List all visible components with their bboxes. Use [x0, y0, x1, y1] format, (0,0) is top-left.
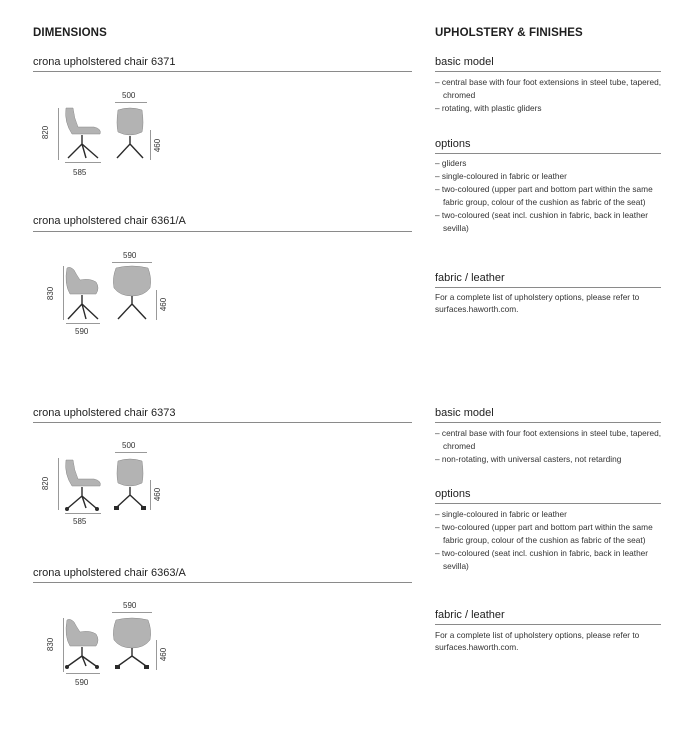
seat-height-dimension-line	[156, 640, 157, 670]
list-item: – central base with four foot extensions in steel tube, tapered, chromed	[435, 428, 661, 451]
fabric-text: For a complete list of upholstery options, please refer to surfaces.haworth.com.	[435, 292, 640, 314]
height-label: 820	[41, 476, 51, 491]
list-item: – single-coloured in fabric or leather	[435, 171, 567, 181]
depth-label: 585	[73, 517, 87, 526]
depth-label: 585	[73, 168, 87, 177]
divider	[435, 71, 661, 72]
width-dimension-line	[112, 612, 152, 613]
list-item: – two-coloured (seat incl. cushion in fabric, back in leather sevilla)	[435, 548, 649, 571]
width-dimension-line	[115, 102, 147, 103]
chair-front-view	[110, 616, 156, 676]
chair-front-view	[110, 264, 156, 324]
width-dimension-line	[115, 452, 147, 453]
depth-dimension-line	[65, 162, 101, 163]
chair-side-view	[64, 264, 114, 324]
fabric-title: fabric / leather	[435, 609, 505, 621]
width-label: 500	[122, 441, 136, 450]
height-label: 820	[41, 125, 51, 140]
depth-dimension-line	[66, 323, 100, 324]
list-item: – single-coloured in fabric or leather	[435, 509, 567, 519]
model-title: crona upholstered chair 6373	[33, 407, 176, 419]
basic-model-list	[435, 76, 663, 115]
width-dimension-line	[112, 262, 152, 263]
model-title: crona upholstered chair 6363/A	[33, 567, 186, 579]
depth-dimension-line	[65, 513, 101, 514]
basic-model-list	[435, 427, 663, 466]
options-title: options	[435, 138, 471, 150]
list-item: – central base with four foot extensions in steel tube, tapered, chromed	[435, 77, 661, 100]
seat-height-label: 460	[153, 487, 163, 502]
seat-height-dimension-line	[156, 290, 157, 320]
divider	[435, 153, 661, 154]
list-item: – non-rotating, with universal casters, not retarding	[435, 454, 622, 464]
divider	[33, 582, 412, 583]
height-dimension-line	[58, 458, 59, 510]
width-label: 500	[122, 91, 136, 100]
seat-height-dimension-line	[150, 130, 151, 160]
options-list	[435, 157, 661, 235]
divider	[33, 231, 412, 232]
list-item: – two-coloured (upper part and bottom part within the same fabric group, colour of the cushion as fabric of the seat)	[435, 184, 653, 207]
list-item: – two-coloured (upper part and bottom part within the same fabric group, colour of the cushion as fabric of the seat)	[435, 522, 653, 545]
chair-front-view	[112, 104, 152, 164]
options-title: options	[435, 488, 471, 500]
list-item: – gliders	[435, 158, 467, 168]
divider	[435, 503, 661, 504]
model-title: crona upholstered chair 6361/A	[33, 215, 186, 227]
list-item: – rotating, with plastic gliders	[435, 103, 542, 113]
chair-side-view	[60, 456, 110, 516]
seat-height-dimension-line	[150, 480, 151, 510]
seat-height-label: 460	[159, 297, 169, 312]
fabric-text: For a complete list of upholstery options, please refer to surfaces.haworth.com.	[435, 630, 640, 652]
upholstery-heading: UPHOLSTERY & FINISHES	[435, 27, 583, 39]
basic-model-title: basic model	[435, 407, 494, 419]
chair-side-view	[60, 104, 110, 164]
depth-dimension-line	[66, 673, 100, 674]
basic-model-title: basic model	[435, 56, 494, 68]
divider	[33, 71, 412, 72]
height-dimension-line	[58, 108, 59, 160]
divider	[33, 422, 412, 423]
depth-label: 590	[75, 327, 89, 336]
divider	[435, 287, 661, 288]
height-label: 830	[46, 286, 56, 301]
dimensions-heading: DIMENSIONS	[33, 27, 107, 39]
seat-height-label: 460	[153, 138, 163, 153]
divider	[435, 624, 661, 625]
chair-front-view	[112, 455, 152, 515]
options-list	[435, 508, 661, 573]
model-title: crona upholstered chair 6371	[33, 56, 176, 68]
divider	[435, 422, 661, 423]
chair-side-view	[64, 616, 114, 676]
height-label: 830	[46, 637, 56, 652]
fabric-title: fabric / leather	[435, 272, 505, 284]
width-label: 590	[123, 251, 137, 260]
width-label: 590	[123, 601, 137, 610]
depth-label: 590	[75, 678, 89, 687]
seat-height-label: 460	[159, 647, 169, 662]
list-item: – two-coloured (seat incl. cushion in fabric, back in leather sevilla)	[435, 210, 649, 233]
